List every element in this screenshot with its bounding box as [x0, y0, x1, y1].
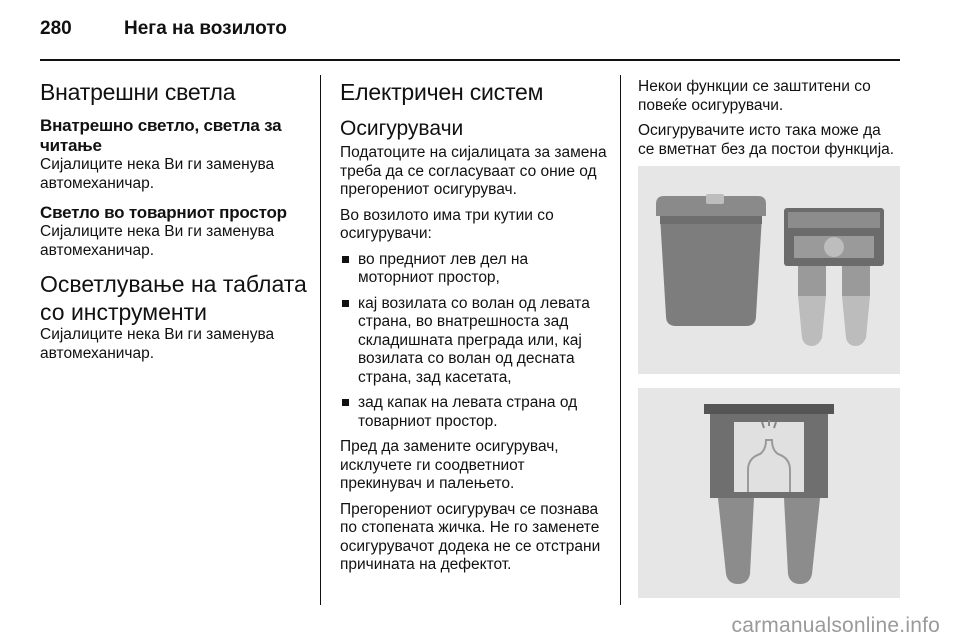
section-text: Сијалиците нека Ви ги заменува автомеханичар.	[40, 156, 275, 192]
paragraph: Во возилото има три кутии со осигурувачи:	[340, 206, 554, 242]
list-item: во предниот лев дел на моторниот простор,	[340, 251, 608, 288]
section-title: Внатрешно светло, светла за читање	[40, 116, 282, 155]
paragraph: Податоците на сијалицата за замена треба да се согласуваат со оние од прегорениот осигурувач.	[340, 144, 607, 198]
bullet-icon	[342, 256, 349, 263]
column-divider-1	[320, 75, 321, 605]
column-2	[340, 78, 608, 582]
section-text: Сијалиците нека Ви ги заменува автомеханичар.	[40, 326, 275, 362]
blown-fuse-icon	[638, 388, 900, 598]
bullet-icon	[342, 300, 349, 307]
page-number: 280	[40, 18, 72, 39]
section-reading-lights	[40, 116, 308, 193]
section-text: Сијалиците нека Ви ги заменува автомеханичар.	[40, 223, 275, 259]
section-title: Осветлување на таблата со инструменти	[40, 271, 307, 325]
paragraph: Прегорениот осигурувач се познава по стопената жичка. Не го заменете осигурувачот додека не се отстрани причината на дефектот.	[340, 500, 601, 573]
header-rule	[40, 59, 900, 61]
list-item: кај возилата со волан од левата страна, во внатрешноста зад складишната преграда или, кај возилата со волан од десната страна, зад касетата,	[340, 295, 608, 388]
list-item: зад капак на левата страна од товарниот простор.	[340, 394, 608, 431]
paragraph: Осигурувачите исто така може да се вметнат без да постои функција.	[638, 122, 895, 158]
running-title: Нега на возилото	[124, 18, 287, 39]
electrical-system-heading: Електричен систем	[340, 79, 544, 105]
section-cargo-light	[40, 203, 308, 260]
fuse-icon	[638, 166, 900, 374]
column-divider-2	[620, 75, 621, 605]
fuse-illustration-blown	[638, 388, 900, 598]
section-title: Светло во товарниот простор	[40, 203, 287, 222]
fuse-box-list	[340, 251, 608, 432]
page-header	[40, 18, 287, 48]
watermark: carmanualsonline.info	[731, 614, 940, 637]
column-3	[638, 78, 900, 166]
fuses-heading: Осигурувачи	[340, 117, 464, 140]
fuse-illustration-side-views	[638, 166, 900, 374]
section-instrument-lighting	[40, 270, 308, 363]
bullet-icon	[342, 399, 349, 406]
column-1	[40, 78, 308, 373]
paragraph: Некои функции се заштитени со повеќе осигурувачи.	[638, 78, 871, 114]
interior-lights-heading: Внатрешни светла	[40, 79, 236, 105]
paragraph: Пред да замените осигурувач, исклучете ги соодветниот прекинувач и палењето.	[340, 438, 559, 492]
